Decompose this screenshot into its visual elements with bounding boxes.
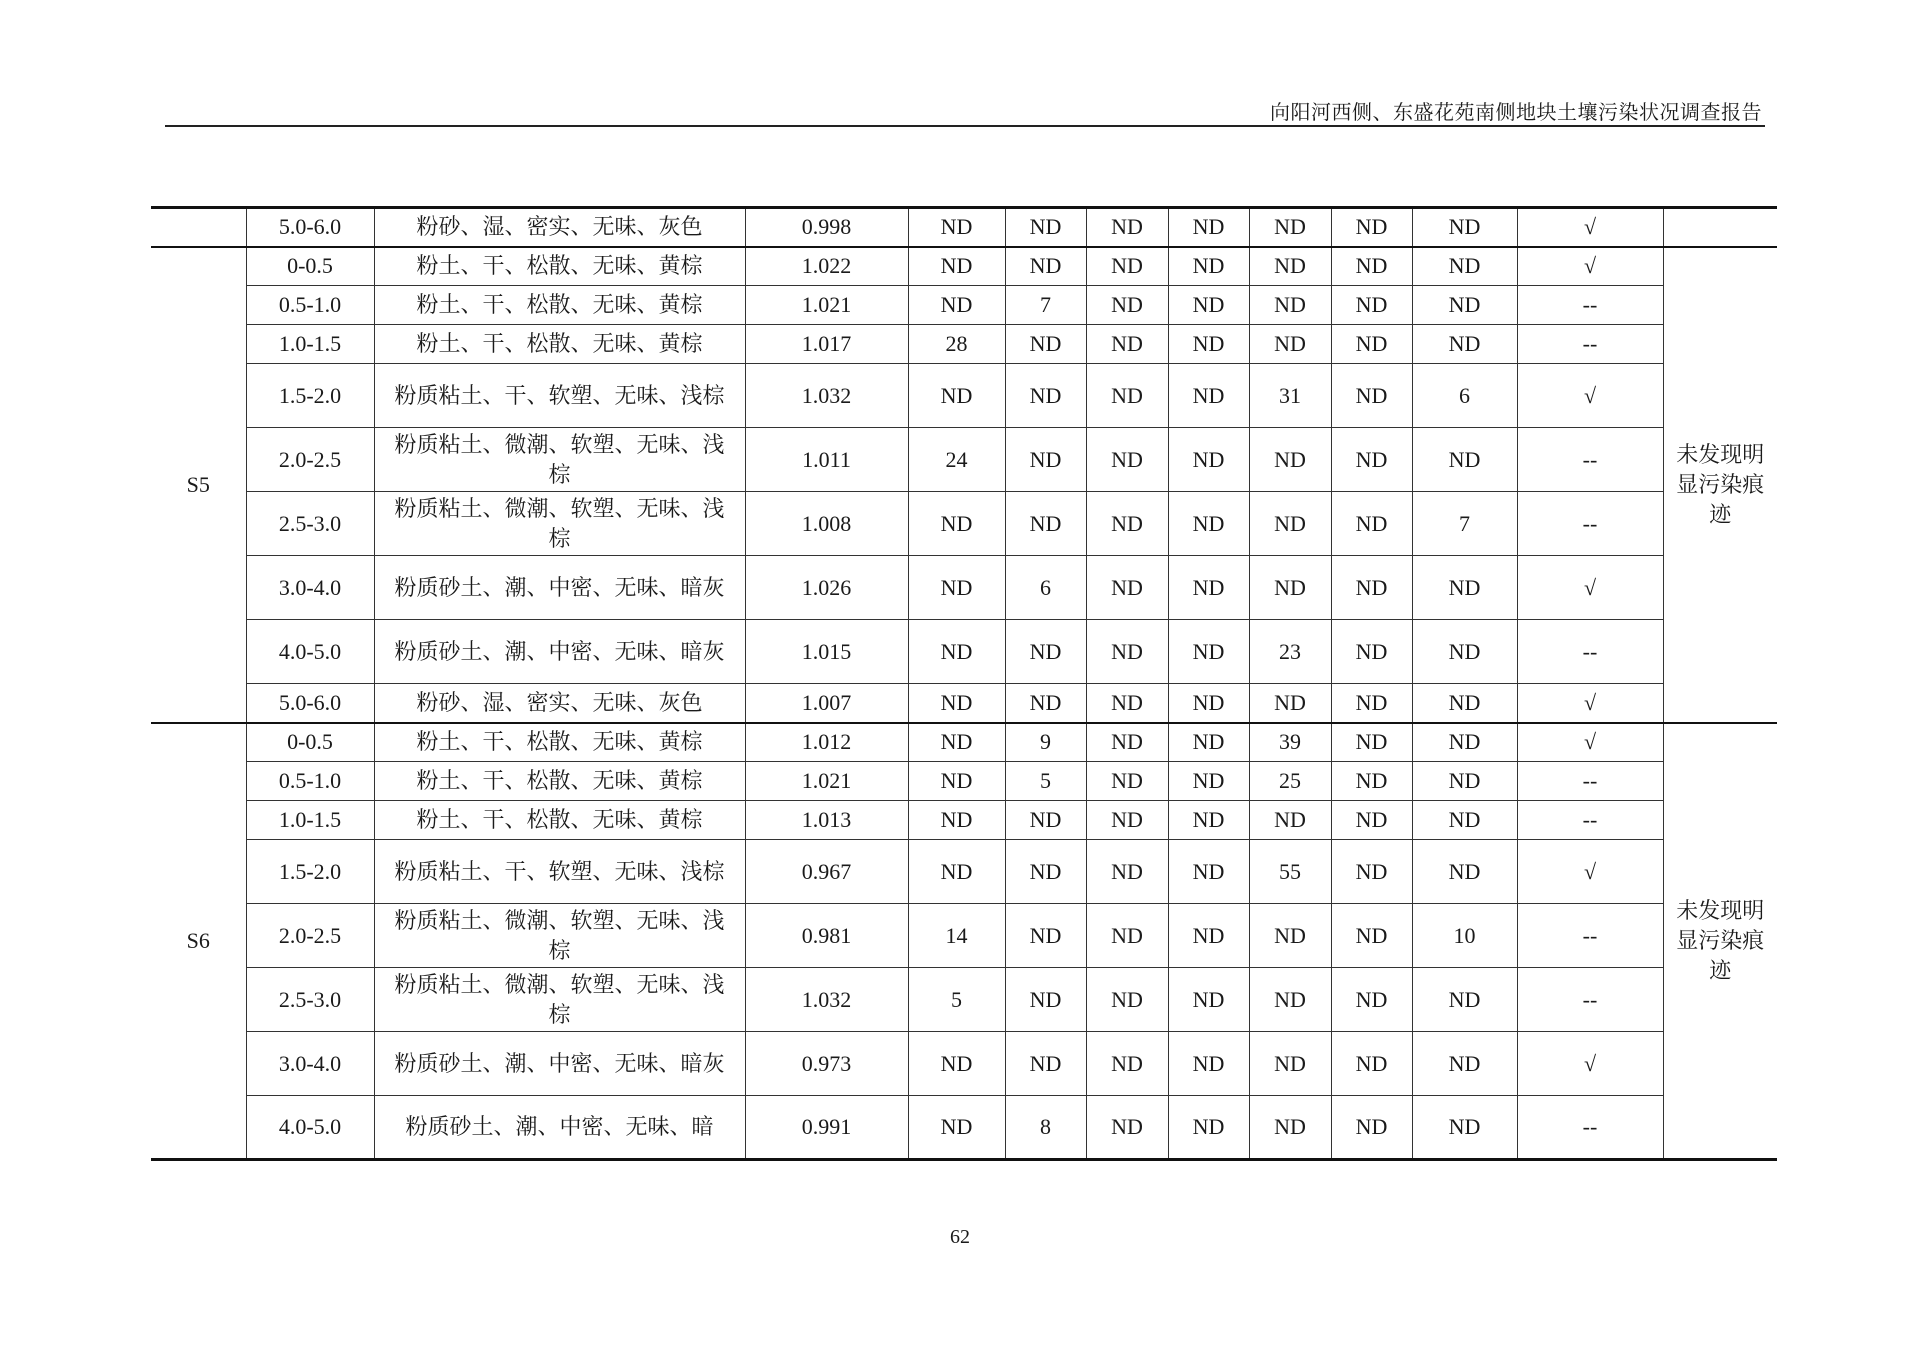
xrf-value-cell: ND	[1086, 556, 1168, 620]
depth-cell: 1.0-1.5	[246, 801, 374, 840]
xrf-value-cell: ND	[1168, 364, 1249, 428]
xrf-value-cell: ND	[1005, 492, 1086, 556]
xrf-value-cell: ND	[1168, 762, 1249, 801]
soil-description-cell: 粉土、干、松散、无味、黄棕	[374, 801, 745, 840]
xrf-value-cell: ND	[1331, 968, 1412, 1032]
xrf-value-cell: ND	[1331, 840, 1412, 904]
xrf-value-cell: ND	[1005, 364, 1086, 428]
xrf-value-cell: ND	[1412, 1032, 1517, 1096]
depth-cell: 2.5-3.0	[246, 968, 374, 1032]
xrf-value-cell: ND	[1412, 556, 1517, 620]
pid-reading-cell: 1.021	[745, 286, 908, 325]
xrf-value-cell: ND	[1249, 1032, 1331, 1096]
xrf-value-cell: 23	[1249, 620, 1331, 684]
soil-description-cell: 粉砂、湿、密实、无味、灰色	[374, 684, 745, 723]
xrf-value-cell: ND	[1168, 1032, 1249, 1096]
soil-description-cell: 粉质粘土、干、软塑、无味、浅棕	[374, 364, 745, 428]
xrf-value-cell: ND	[1249, 428, 1331, 492]
soil-description-cell: 粉土、干、松散、无味、黄棕	[374, 723, 745, 762]
depth-cell: 1.5-2.0	[246, 840, 374, 904]
pid-reading-cell: 0.991	[745, 1096, 908, 1160]
xrf-value-cell: ND	[1412, 762, 1517, 801]
xrf-value-cell: ND	[1086, 620, 1168, 684]
pid-reading-cell: 1.022	[745, 247, 908, 286]
xrf-value-cell: ND	[1005, 1032, 1086, 1096]
table-row	[151, 684, 1777, 723]
xrf-value-cell: ND	[908, 684, 1005, 723]
soil-description-cell: 粉质砂土、潮、中密、无味、暗灰	[374, 556, 745, 620]
xrf-value-cell: ND	[1168, 904, 1249, 968]
xrf-value-cell: ND	[1086, 762, 1168, 801]
xrf-value-cell: ND	[1412, 247, 1517, 286]
sample-flag-cell: √	[1517, 556, 1663, 620]
xrf-value-cell: ND	[1086, 208, 1168, 247]
xrf-value-cell: ND	[1005, 620, 1086, 684]
xrf-value-cell: ND	[1168, 840, 1249, 904]
xrf-value-cell: ND	[1005, 247, 1086, 286]
xrf-value-cell: ND	[1412, 684, 1517, 723]
xrf-value-cell: 7	[1412, 492, 1517, 556]
table-row	[151, 762, 1777, 801]
table-row	[151, 723, 1777, 762]
sample-point-label: S6	[151, 723, 246, 1160]
xrf-value-cell: ND	[1086, 801, 1168, 840]
table-row	[151, 620, 1777, 684]
xrf-value-cell: ND	[1005, 684, 1086, 723]
sample-flag-cell: √	[1517, 208, 1663, 247]
sample-flag-cell: √	[1517, 840, 1663, 904]
sample-flag-cell: --	[1517, 904, 1663, 968]
xrf-value-cell: ND	[908, 208, 1005, 247]
depth-cell: 3.0-4.0	[246, 1032, 374, 1096]
xrf-value-cell: ND	[1005, 428, 1086, 492]
depth-cell: 5.0-6.0	[246, 208, 374, 247]
sample-flag-cell: √	[1517, 1032, 1663, 1096]
table-row	[151, 1096, 1777, 1160]
depth-cell: 3.0-4.0	[246, 556, 374, 620]
xrf-value-cell: ND	[1249, 904, 1331, 968]
xrf-value-cell: ND	[1086, 325, 1168, 364]
xrf-value-cell: ND	[1249, 684, 1331, 723]
xrf-value-cell: ND	[1249, 492, 1331, 556]
table-row	[151, 364, 1777, 428]
table-row	[151, 840, 1777, 904]
table-row	[151, 286, 1777, 325]
xrf-value-cell: ND	[1168, 801, 1249, 840]
soil-description-cell: 粉质粘土、微潮、软塑、无味、浅棕	[374, 428, 745, 492]
table-row	[151, 1032, 1777, 1096]
xrf-value-cell: ND	[1412, 286, 1517, 325]
xrf-value-cell: ND	[1412, 723, 1517, 762]
note-cell	[1663, 208, 1777, 247]
xrf-value-cell: ND	[1086, 428, 1168, 492]
sample-flag-cell: √	[1517, 247, 1663, 286]
xrf-value-cell: ND	[1331, 364, 1412, 428]
pid-reading-cell: 0.973	[745, 1032, 908, 1096]
xrf-value-cell: 10	[1412, 904, 1517, 968]
table-row	[151, 428, 1777, 492]
xrf-value-cell: ND	[1086, 247, 1168, 286]
depth-cell: 4.0-5.0	[246, 620, 374, 684]
xrf-value-cell: ND	[1168, 1096, 1249, 1160]
xrf-value-cell: ND	[1249, 968, 1331, 1032]
table-row	[151, 492, 1777, 556]
depth-cell: 0.5-1.0	[246, 286, 374, 325]
xrf-value-cell: ND	[1412, 208, 1517, 247]
xrf-value-cell: ND	[1005, 840, 1086, 904]
table-row	[151, 968, 1777, 1032]
xrf-value-cell: ND	[908, 801, 1005, 840]
xrf-value-cell: ND	[908, 556, 1005, 620]
table-row	[151, 904, 1777, 968]
xrf-value-cell: ND	[1249, 556, 1331, 620]
xrf-value-cell: ND	[1005, 904, 1086, 968]
xrf-value-cell: ND	[908, 840, 1005, 904]
xrf-value-cell: ND	[908, 620, 1005, 684]
xrf-value-cell: ND	[1086, 492, 1168, 556]
xrf-value-cell: ND	[1086, 286, 1168, 325]
pid-reading-cell: 1.026	[745, 556, 908, 620]
sample-flag-cell: √	[1517, 364, 1663, 428]
depth-cell: 2.5-3.0	[246, 492, 374, 556]
depth-cell: 2.0-2.5	[246, 904, 374, 968]
xrf-value-cell: ND	[1412, 801, 1517, 840]
sample-flag-cell: --	[1517, 1096, 1663, 1160]
pid-reading-cell: 1.008	[745, 492, 908, 556]
xrf-value-cell: ND	[1331, 801, 1412, 840]
depth-cell: 0-0.5	[246, 247, 374, 286]
xrf-value-cell: 25	[1249, 762, 1331, 801]
xrf-value-cell: ND	[1249, 247, 1331, 286]
xrf-value-cell: ND	[1331, 904, 1412, 968]
sample-flag-cell: √	[1517, 723, 1663, 762]
xrf-value-cell: ND	[1331, 1032, 1412, 1096]
depth-cell: 1.5-2.0	[246, 364, 374, 428]
xrf-value-cell: ND	[1412, 968, 1517, 1032]
xrf-value-cell: ND	[1168, 286, 1249, 325]
xrf-value-cell: ND	[1331, 762, 1412, 801]
xrf-value-cell: ND	[1168, 247, 1249, 286]
sample-flag-cell: --	[1517, 286, 1663, 325]
xrf-value-cell: ND	[1331, 1096, 1412, 1160]
soil-description-cell: 粉砂、湿、密实、无味、灰色	[374, 208, 745, 247]
pid-reading-cell: 1.007	[745, 684, 908, 723]
xrf-value-cell: ND	[1005, 968, 1086, 1032]
xrf-value-cell: ND	[1005, 325, 1086, 364]
xrf-value-cell: 24	[908, 428, 1005, 492]
xrf-value-cell: ND	[1086, 904, 1168, 968]
xrf-value-cell: ND	[1168, 428, 1249, 492]
pid-reading-cell: 1.015	[745, 620, 908, 684]
xrf-value-cell: ND	[1086, 840, 1168, 904]
xrf-value-cell: ND	[1331, 620, 1412, 684]
xrf-value-cell: ND	[908, 364, 1005, 428]
sample-point-label: S5	[151, 247, 246, 723]
pid-reading-cell: 1.011	[745, 428, 908, 492]
xrf-value-cell: ND	[1249, 325, 1331, 364]
soil-description-cell: 粉质粘土、干、软塑、无味、浅棕	[374, 840, 745, 904]
depth-cell: 4.0-5.0	[246, 1096, 374, 1160]
xrf-value-cell: ND	[1331, 247, 1412, 286]
table-row	[151, 247, 1777, 286]
pid-reading-cell: 1.032	[745, 364, 908, 428]
xrf-value-cell: ND	[908, 1032, 1005, 1096]
depth-cell: 2.0-2.5	[246, 428, 374, 492]
pid-reading-cell: 1.013	[745, 801, 908, 840]
xrf-value-cell: ND	[1412, 620, 1517, 684]
xrf-value-cell: ND	[1249, 286, 1331, 325]
xrf-value-cell: ND	[1331, 325, 1412, 364]
sample-flag-cell: --	[1517, 492, 1663, 556]
xrf-value-cell: ND	[1249, 1096, 1331, 1160]
xrf-value-cell: ND	[1331, 723, 1412, 762]
xrf-value-cell: 28	[908, 325, 1005, 364]
soil-description-cell: 粉质粘土、微潮、软塑、无味、浅棕	[374, 968, 745, 1032]
xrf-value-cell: ND	[1249, 801, 1331, 840]
table-row	[151, 801, 1777, 840]
xrf-value-cell: ND	[908, 723, 1005, 762]
xrf-value-cell: ND	[1086, 1032, 1168, 1096]
sample-flag-cell: --	[1517, 801, 1663, 840]
soil-sampling-table	[151, 206, 1777, 1161]
xrf-value-cell: ND	[1331, 556, 1412, 620]
page-number: 62	[950, 1226, 970, 1248]
xrf-value-cell: ND	[908, 247, 1005, 286]
xrf-value-cell: ND	[1412, 840, 1517, 904]
xrf-value-cell: ND	[1249, 208, 1331, 247]
xrf-value-cell: ND	[1086, 723, 1168, 762]
pid-reading-cell: 1.017	[745, 325, 908, 364]
xrf-value-cell: ND	[908, 286, 1005, 325]
xrf-value-cell: ND	[1331, 208, 1412, 247]
soil-description-cell: 粉土、干、松散、无味、黄棕	[374, 247, 745, 286]
xrf-value-cell: ND	[1168, 556, 1249, 620]
xrf-value-cell: 7	[1005, 286, 1086, 325]
xrf-value-cell: 14	[908, 904, 1005, 968]
pid-reading-cell: 1.012	[745, 723, 908, 762]
sample-flag-cell: --	[1517, 428, 1663, 492]
xrf-value-cell: 55	[1249, 840, 1331, 904]
pid-reading-cell: 0.967	[745, 840, 908, 904]
xrf-value-cell: ND	[1005, 801, 1086, 840]
soil-description-cell: 粉土、干、松散、无味、黄棕	[374, 762, 745, 801]
pid-reading-cell: 0.981	[745, 904, 908, 968]
depth-cell: 0.5-1.0	[246, 762, 374, 801]
xrf-value-cell: 6	[1005, 556, 1086, 620]
xrf-value-cell: ND	[908, 1096, 1005, 1160]
table-row	[151, 208, 1777, 247]
xrf-value-cell: ND	[1168, 325, 1249, 364]
sample-flag-cell: --	[1517, 968, 1663, 1032]
xrf-value-cell: ND	[1331, 492, 1412, 556]
xrf-value-cell: ND	[1168, 492, 1249, 556]
observation-note-cell: 未发现明显污染痕迹	[1663, 247, 1777, 723]
xrf-value-cell: ND	[1412, 428, 1517, 492]
soil-description-cell: 粉土、干、松散、无味、黄棕	[374, 286, 745, 325]
xrf-value-cell: 31	[1249, 364, 1331, 428]
sample-flag-cell: --	[1517, 620, 1663, 684]
xrf-value-cell: ND	[1168, 684, 1249, 723]
report-header-title: 向阳河西侧、东盛花苑南侧地块土壤污染状况调查报告	[1270, 102, 1762, 124]
pid-reading-cell: 0.998	[745, 208, 908, 247]
xrf-value-cell: ND	[1086, 684, 1168, 723]
xrf-value-cell: ND	[1331, 286, 1412, 325]
xrf-value-cell: ND	[1412, 325, 1517, 364]
xrf-value-cell: ND	[1086, 1096, 1168, 1160]
xrf-value-cell: ND	[1331, 428, 1412, 492]
soil-description-cell: 粉质粘土、微潮、软塑、无味、浅棕	[374, 492, 745, 556]
xrf-value-cell: ND	[1086, 364, 1168, 428]
xrf-value-cell: ND	[1331, 684, 1412, 723]
xrf-value-cell: 5	[1005, 762, 1086, 801]
soil-description-cell: 粉质砂土、潮、中密、无味、暗灰	[374, 1032, 745, 1096]
xrf-value-cell: ND	[1168, 620, 1249, 684]
pid-reading-cell: 1.021	[745, 762, 908, 801]
soil-description-cell: 粉土、干、松散、无味、黄棕	[374, 325, 745, 364]
soil-description-cell: 粉质砂土、潮、中密、无味、暗	[374, 1096, 745, 1160]
soil-description-cell: 粉质砂土、潮、中密、无味、暗灰	[374, 620, 745, 684]
xrf-value-cell: 9	[1005, 723, 1086, 762]
xrf-value-cell: ND	[1412, 1096, 1517, 1160]
xrf-value-cell: 5	[908, 968, 1005, 1032]
xrf-value-cell: 6	[1412, 364, 1517, 428]
observation-note-cell: 未发现明显污染痕迹	[1663, 723, 1777, 1160]
sample-flag-cell: --	[1517, 325, 1663, 364]
depth-cell: 0-0.5	[246, 723, 374, 762]
xrf-value-cell: ND	[1086, 968, 1168, 1032]
depth-cell: 5.0-6.0	[246, 684, 374, 723]
sample-flag-cell: √	[1517, 684, 1663, 723]
xrf-value-cell: ND	[1168, 968, 1249, 1032]
xrf-value-cell: ND	[1005, 208, 1086, 247]
xrf-value-cell: 39	[1249, 723, 1331, 762]
header-divider	[165, 125, 1765, 127]
xrf-value-cell: ND	[1168, 208, 1249, 247]
xrf-value-cell: ND	[1168, 723, 1249, 762]
sample-point-cell	[151, 208, 246, 247]
xrf-value-cell: ND	[908, 762, 1005, 801]
xrf-value-cell: 8	[1005, 1096, 1086, 1160]
sample-flag-cell: --	[1517, 762, 1663, 801]
table-row	[151, 325, 1777, 364]
depth-cell: 1.0-1.5	[246, 325, 374, 364]
soil-description-cell: 粉质粘土、微潮、软塑、无味、浅棕	[374, 904, 745, 968]
table-row	[151, 556, 1777, 620]
xrf-value-cell: ND	[908, 492, 1005, 556]
pid-reading-cell: 1.032	[745, 968, 908, 1032]
